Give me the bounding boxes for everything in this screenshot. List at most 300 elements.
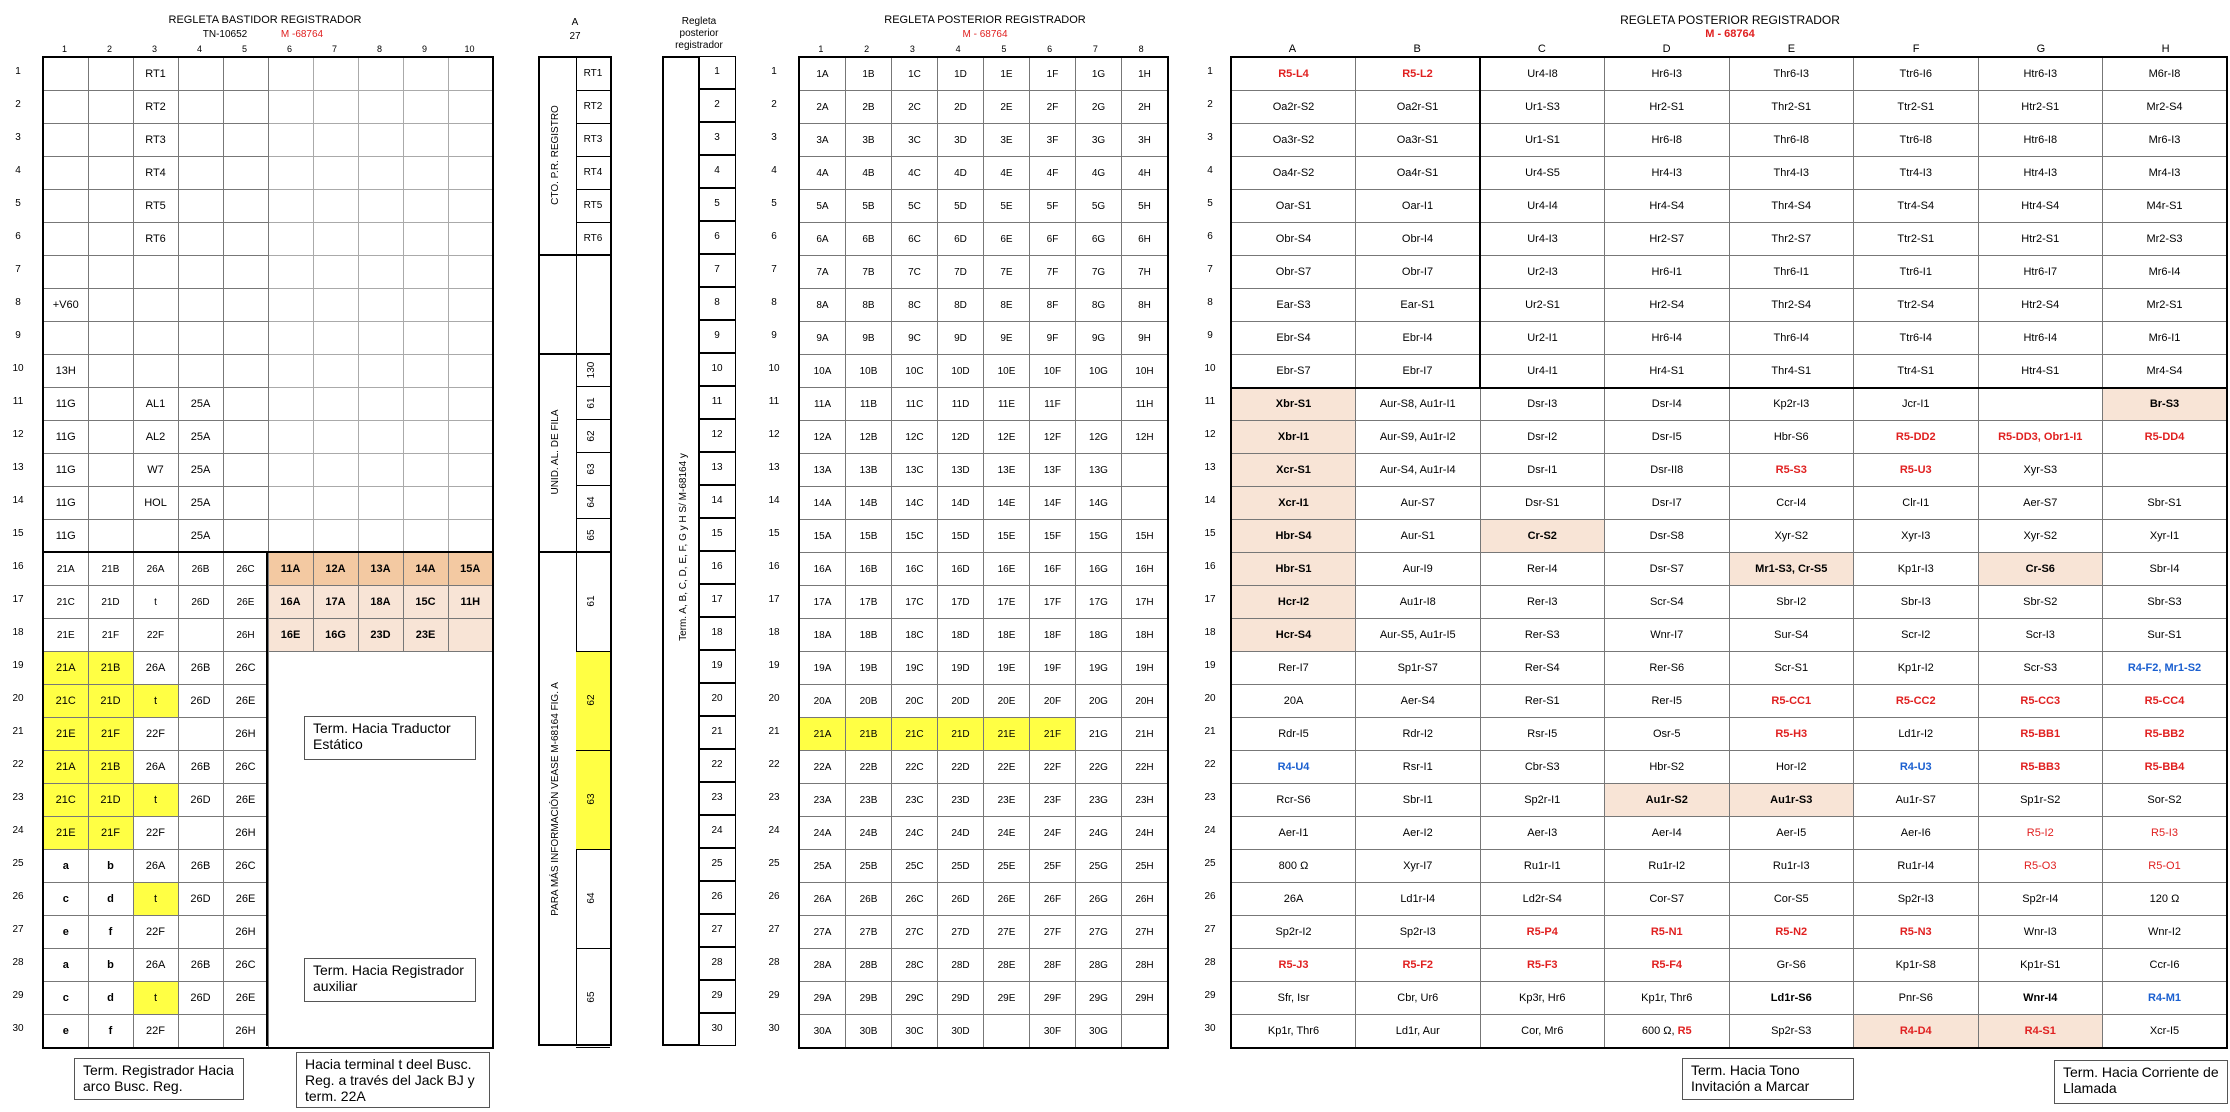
- bastidor-cell: [268, 784, 313, 817]
- row-number: 26: [12, 891, 24, 902]
- mid-cell: [1076, 388, 1122, 421]
- bastidor-cell: 21C: [43, 586, 88, 619]
- mid-cell: 19A: [799, 652, 846, 685]
- mid-cell: 13D: [938, 454, 984, 487]
- bastidor-cell: [358, 91, 403, 124]
- bastidor-cell: [178, 817, 223, 850]
- table-row: [1231, 487, 2227, 520]
- row-number: 27: [711, 924, 723, 935]
- mid-cell: 1E: [984, 57, 1030, 91]
- mid-cell: 3A: [799, 124, 846, 157]
- mid-cell: 7D: [938, 256, 984, 289]
- row-number: 23: [12, 792, 24, 803]
- row-number: 28: [1204, 957, 1216, 968]
- mid-cell: 22D: [938, 751, 984, 784]
- right-m: M - 68764: [1705, 28, 1755, 40]
- note-traductor: Term. Hacia Traductor Estático: [304, 716, 476, 760]
- bastidor-cell: 26E: [223, 784, 268, 817]
- mid-cell: 5D: [938, 190, 984, 223]
- row-number: 24: [12, 825, 24, 836]
- row-separator: [42, 551, 494, 553]
- mid-cell: 17D: [938, 586, 984, 619]
- right-cell: Htr6-I3: [1978, 57, 2103, 91]
- row-number: 4: [15, 165, 21, 176]
- mid-cell: 26C: [892, 883, 938, 916]
- mid-cell: 4D: [938, 157, 984, 190]
- mid-cell: 21E: [984, 718, 1030, 751]
- right-cell: Hr2-S4: [1605, 289, 1730, 322]
- column-number: D: [1662, 43, 1671, 55]
- bastidor-cell: [88, 421, 133, 454]
- mid-cell: 2C: [892, 91, 938, 124]
- table-row: [43, 454, 493, 487]
- bastidor-cell: 26D: [178, 784, 223, 817]
- right-table: [1230, 56, 2228, 1049]
- bastidor-cell: [268, 883, 313, 916]
- right-cell: R5-N1: [1605, 916, 1730, 949]
- mid-cell: 10F: [1030, 355, 1076, 388]
- right-cell: Ttr6-I4: [1854, 322, 1979, 355]
- row-number: 12: [768, 429, 780, 440]
- bastidor-cell: 26E: [223, 982, 268, 1015]
- bastidor-cell: [223, 57, 268, 91]
- mid-cell: 16C: [892, 553, 938, 586]
- mid-cell: 10A: [799, 355, 846, 388]
- bastidor-cell: [448, 421, 493, 454]
- row-number: 21: [768, 726, 780, 737]
- bastidor-cell: t: [133, 784, 178, 817]
- mid-cell: 13E: [984, 454, 1030, 487]
- mid-cell: 14G: [1076, 487, 1122, 520]
- bastidor-cell: [223, 421, 268, 454]
- right-cell: Sp2r-I3: [1854, 883, 1979, 916]
- right-cell: Kp3r, Hr6: [1480, 982, 1605, 1015]
- table-row: [1231, 586, 2227, 619]
- table-row: [1231, 751, 2227, 784]
- post-term-box: [698, 287, 736, 320]
- bastidor-cell: [43, 322, 88, 355]
- right-cell: Kp1r, Thr6: [1231, 1015, 1356, 1049]
- mid-cell: 22A: [799, 751, 846, 784]
- right-cell: Xbr-I1: [1231, 421, 1356, 454]
- mid-cell: 26E: [984, 883, 1030, 916]
- bastidor-cell: 16E: [268, 619, 313, 652]
- mid-cell: 18A: [799, 619, 846, 652]
- bastidor-cell: [358, 157, 403, 190]
- right-cell: Sur-S1: [2103, 619, 2228, 652]
- bastidor-cell: [223, 256, 268, 289]
- bastidor-cell: 21D: [88, 586, 133, 619]
- mid-cell: 3D: [938, 124, 984, 157]
- row-number: 24: [1204, 825, 1216, 836]
- right-cell: Rcr-S6: [1231, 784, 1356, 817]
- bastidor-cell: [268, 520, 313, 553]
- bastidor-cell: [88, 157, 133, 190]
- mid-cell: 23C: [892, 784, 938, 817]
- right-cell: Wnr-I2: [2103, 916, 2228, 949]
- right-cell: Kp2r-I3: [1729, 388, 1854, 421]
- right-cell: Htr6-I7: [1978, 256, 2103, 289]
- mid-cell: 29B: [846, 982, 892, 1015]
- mid-cell: 20E: [984, 685, 1030, 718]
- cto-label: CTO. P.R. REGISTRO: [550, 105, 561, 205]
- table-row: [43, 1015, 493, 1049]
- row-number: 2: [714, 99, 720, 110]
- table-row: [799, 124, 1168, 157]
- mid-cell: 27H: [1122, 916, 1169, 949]
- bastidor-cell: [88, 91, 133, 124]
- right-cell: [2103, 454, 2228, 487]
- table-row: [799, 355, 1168, 388]
- bastidor-cell: [133, 256, 178, 289]
- unid-value: 63: [586, 463, 597, 475]
- mid-cell: 8F: [1030, 289, 1076, 322]
- bastidor-cell: [268, 916, 313, 949]
- bastidor-cell: [403, 157, 448, 190]
- right-cell: R5-I3: [2103, 817, 2228, 850]
- right-cell: Clr-I1: [1854, 487, 1979, 520]
- column-number: 8: [1138, 44, 1144, 54]
- mid-cell: 25A: [799, 850, 846, 883]
- right-cell: Jcr-I1: [1854, 388, 1979, 421]
- right-cell: Oar-I1: [1356, 190, 1481, 223]
- right-cell: Rer-I4: [1480, 553, 1605, 586]
- mid-cell: 21C: [892, 718, 938, 751]
- right-cell: Dsr-I4: [1605, 388, 1730, 421]
- bastidor-cell: [403, 784, 448, 817]
- mid-cell: 15C: [892, 520, 938, 553]
- mid-cell: 11B: [846, 388, 892, 421]
- bastidor-cell: [268, 223, 313, 256]
- bastidor-cell: 21A: [43, 553, 88, 586]
- row-number: 28: [768, 957, 780, 968]
- mid-cell: 24H: [1122, 817, 1169, 850]
- right-cell: Mr2-S1: [2103, 289, 2228, 322]
- table-row: [799, 190, 1168, 223]
- right-cell: R5-CC4: [2103, 685, 2228, 718]
- mid-cell: 25E: [984, 850, 1030, 883]
- right-cell: Dsr-S8: [1605, 520, 1730, 553]
- table-row: [43, 157, 493, 190]
- table-row: [1231, 652, 2227, 685]
- bastidor-cell: [313, 322, 358, 355]
- column-number: 3: [151, 44, 157, 54]
- bastidor-cell: [448, 190, 493, 223]
- bastidor-cell: [313, 388, 358, 421]
- bastidor-cell: 21E: [43, 619, 88, 652]
- bastidor-cell: [133, 289, 178, 322]
- right-cell: Sbr-I2: [1729, 586, 1854, 619]
- right-cell: Hr6-I3: [1605, 57, 1730, 91]
- mid-cell: 25B: [846, 850, 892, 883]
- table-row: [43, 619, 493, 652]
- right-cell: 26A: [1231, 883, 1356, 916]
- row-number: 20: [768, 693, 780, 704]
- bastidor-cell: 22F: [133, 1015, 178, 1049]
- mid-cell: 19E: [984, 652, 1030, 685]
- bastidor-cell: [268, 850, 313, 883]
- mid-cell: 10H: [1122, 355, 1169, 388]
- right-cell: Ttr6-I8: [1854, 124, 1979, 157]
- bastidor-cell: [268, 1015, 313, 1049]
- bastidor-cell: [178, 223, 223, 256]
- table-row: [799, 421, 1168, 454]
- table-row: [1231, 817, 2227, 850]
- mid-cell: 21H: [1122, 718, 1169, 751]
- bastidor-cell: 17A: [313, 586, 358, 619]
- column-number: E: [1787, 43, 1796, 55]
- row-number: 9: [15, 330, 21, 341]
- bastidor-cell: [448, 124, 493, 157]
- table-row: [1231, 685, 2227, 718]
- table-row: [1231, 388, 2227, 421]
- bastidor-cell: [403, 256, 448, 289]
- bastidor-cell: [403, 487, 448, 520]
- bastidor-cell: [448, 619, 493, 652]
- mid-cell: 25C: [892, 850, 938, 883]
- row-number: 30: [711, 1023, 723, 1034]
- right-cell: Xcr-I1: [1231, 487, 1356, 520]
- table-row: [1231, 949, 2227, 982]
- row-number: 27: [768, 924, 780, 935]
- right-cell: Ru1r-I3: [1729, 850, 1854, 883]
- right-cell: Thr4-S1: [1729, 355, 1854, 388]
- mid-cell: 9B: [846, 322, 892, 355]
- mid-cell: 30G: [1076, 1015, 1122, 1049]
- bastidor-cell: 21C: [43, 784, 88, 817]
- bastidor-cell: f: [88, 916, 133, 949]
- right-cell: R5-P4: [1480, 916, 1605, 949]
- mid-cell: 26F: [1030, 883, 1076, 916]
- right-cell: Rer-I5: [1605, 685, 1730, 718]
- bastidor-cell: 26H: [223, 619, 268, 652]
- bastidor-cell: [313, 355, 358, 388]
- right-cell: Sbr-S1: [2103, 487, 2228, 520]
- right-cell: Aer-I5: [1729, 817, 1854, 850]
- post-term-box: [698, 1013, 736, 1046]
- mid-cell: 13A: [799, 454, 846, 487]
- bastidor-cell: [178, 916, 223, 949]
- mid-cell: 12F: [1030, 421, 1076, 454]
- right-cell: Ur4-I3: [1480, 223, 1605, 256]
- row-number: 26: [768, 891, 780, 902]
- bastidor-cell: 25A: [178, 520, 223, 553]
- column-number: 10: [464, 44, 475, 54]
- post-term-box: [698, 782, 736, 815]
- mid-cell: 30F: [1030, 1015, 1076, 1049]
- right-cell: R5-DD4: [2103, 421, 2228, 454]
- right-cell: Rer-S1: [1480, 685, 1605, 718]
- info-value: 64: [586, 891, 597, 904]
- mid-cell: 24D: [938, 817, 984, 850]
- row-number: 19: [1204, 660, 1216, 671]
- bastidor-cell: [313, 190, 358, 223]
- right-cell: Aur-I9: [1356, 553, 1481, 586]
- mid-cell: 4F: [1030, 157, 1076, 190]
- right-cell: Au1r-S3: [1729, 784, 1854, 817]
- mid-cell: 6A: [799, 223, 846, 256]
- bastidor-m: M -68764: [280, 29, 324, 40]
- right-cell: R5-N3: [1854, 916, 1979, 949]
- bastidor-cell: [313, 157, 358, 190]
- mid-cell: 13B: [846, 454, 892, 487]
- right-cell: R4-D4: [1854, 1015, 1979, 1049]
- right-cell: Rdr-I2: [1356, 718, 1481, 751]
- bastidor-cell: [358, 817, 403, 850]
- unid-divider: [576, 452, 610, 453]
- row-number: 20: [1204, 693, 1216, 704]
- table-row: [43, 520, 493, 553]
- right-cell: R5-F3: [1480, 949, 1605, 982]
- mid-cell: 12B: [846, 421, 892, 454]
- row-number: 6: [15, 231, 21, 242]
- right-cell: R4-U4: [1231, 751, 1356, 784]
- mid-cell: 15F: [1030, 520, 1076, 553]
- mid-cell: 5G: [1076, 190, 1122, 223]
- mid-cell: 29G: [1076, 982, 1122, 1015]
- column-number: 3: [909, 44, 915, 54]
- row-number: 7: [1207, 264, 1213, 275]
- bastidor-cell: [178, 322, 223, 355]
- mid-cell: 2F: [1030, 91, 1076, 124]
- right-cell: R5-N2: [1729, 916, 1854, 949]
- row-number: 5: [771, 198, 777, 209]
- bastidor-cell: [403, 916, 448, 949]
- bastidor-cell: 22F: [133, 916, 178, 949]
- bastidor-cell: [403, 421, 448, 454]
- right-cell: Aur-S8, Au1r-I1: [1356, 388, 1481, 421]
- mid-cell: 13G: [1076, 454, 1122, 487]
- right-cell: Kp1r-S8: [1854, 949, 1979, 982]
- mid-cell: 10C: [892, 355, 938, 388]
- bastidor-cell: [88, 388, 133, 421]
- bastidor-cell: 21F: [88, 817, 133, 850]
- table-row: [43, 91, 493, 124]
- right-cell: R4-F2, Mr1-S2: [2103, 652, 2228, 685]
- mid-cell: 26G: [1076, 883, 1122, 916]
- bastidor-cell: d: [88, 883, 133, 916]
- bastidor-cell: [448, 355, 493, 388]
- right-cell: Ur1-S1: [1480, 124, 1605, 157]
- right-cell: Hr6-I1: [1605, 256, 1730, 289]
- right-cell: Xyr-S3: [1978, 454, 2103, 487]
- mid-cell: 1H: [1122, 57, 1169, 91]
- mid-cell: 1D: [938, 57, 984, 91]
- right-cell: Wnr-I7: [1605, 619, 1730, 652]
- table-row: [799, 619, 1168, 652]
- post-term-box: [698, 815, 736, 848]
- right-cell: Sbr-I1: [1356, 784, 1481, 817]
- rt-cell: RT6: [576, 223, 610, 256]
- right-cell: Ccr-I6: [2103, 949, 2228, 982]
- mid-cell: 3E: [984, 124, 1030, 157]
- table-row: [799, 256, 1168, 289]
- bastidor-cell: [448, 850, 493, 883]
- table-row: [1231, 355, 2227, 388]
- row-number: 11: [768, 396, 780, 407]
- right-cell: Hbr-S6: [1729, 421, 1854, 454]
- bastidor-cell: [358, 850, 403, 883]
- table-row: [799, 883, 1168, 916]
- row-number: 1: [1207, 66, 1213, 77]
- table-row: [1231, 223, 2227, 256]
- mid-cell: 26B: [846, 883, 892, 916]
- right-cell: Ru1r-I1: [1480, 850, 1605, 883]
- row-number: 30: [12, 1023, 24, 1034]
- bastidor-cell: f: [88, 1015, 133, 1049]
- row-number: 15: [1204, 528, 1216, 539]
- row-number: 21: [1204, 726, 1216, 737]
- bastidor-cell: [268, 256, 313, 289]
- right-cell: R5-DD3, Obr1-I1: [1978, 421, 2103, 454]
- mid-cell: 11A: [799, 388, 846, 421]
- right-cell: Oa3r-S2: [1231, 124, 1356, 157]
- column-number: 7: [1092, 44, 1098, 54]
- mid-cell: 6B: [846, 223, 892, 256]
- right-cell: Dsr-S1: [1480, 487, 1605, 520]
- row-number: 2: [771, 99, 777, 110]
- right-cell: Ur4-I4: [1480, 190, 1605, 223]
- bastidor-cell: [223, 91, 268, 124]
- table-row: [799, 487, 1168, 520]
- bastidor-cell: 26B: [178, 949, 223, 982]
- bastidor-cell: [268, 355, 313, 388]
- bastidor-cell: [313, 487, 358, 520]
- mid-cell: 1F: [1030, 57, 1076, 91]
- mid-cell: 8B: [846, 289, 892, 322]
- mid-cell: 11E: [984, 388, 1030, 421]
- right-cell: Aer-I1: [1231, 817, 1356, 850]
- bastidor-cell: [358, 124, 403, 157]
- mid-cell: 17G: [1076, 586, 1122, 619]
- right-cell: Ebr-S7: [1231, 355, 1356, 388]
- mid-cell: 11F: [1030, 388, 1076, 421]
- right-cell: Htr2-S1: [1978, 223, 2103, 256]
- mid-cell: 5C: [892, 190, 938, 223]
- column-number: 2: [864, 44, 870, 54]
- right-cell: Ttr6-I6: [1854, 57, 1979, 91]
- mid-cell: 12H: [1122, 421, 1169, 454]
- post-term-box: [698, 122, 736, 155]
- mid-cell: 11D: [938, 388, 984, 421]
- bastidor-cell: 26E: [223, 586, 268, 619]
- bastidor-cell: [268, 388, 313, 421]
- right-cell: Htr4-I3: [1978, 157, 2103, 190]
- row-number: 16: [1204, 561, 1216, 572]
- mid-cell: 12E: [984, 421, 1030, 454]
- mid-cell: 15D: [938, 520, 984, 553]
- bastidor-cell: [88, 520, 133, 553]
- rt-cell: RT5: [576, 190, 610, 223]
- row-number: 9: [771, 330, 777, 341]
- row-number: 16: [711, 561, 723, 572]
- table-row: [799, 718, 1168, 751]
- right-cell: Scr-S4: [1605, 586, 1730, 619]
- table-row: [799, 553, 1168, 586]
- table-row: [799, 322, 1168, 355]
- bastidor-cell: [358, 916, 403, 949]
- table-row: [43, 355, 493, 388]
- right-cell: Dsr-I7: [1605, 487, 1730, 520]
- bastidor-cell: 26H: [223, 916, 268, 949]
- row-number: 10: [711, 363, 723, 374]
- mid-cell: 24E: [984, 817, 1030, 850]
- right-cell: Aer-I3: [1480, 817, 1605, 850]
- right-cell: Ttr6-I1: [1854, 256, 1979, 289]
- column-number: 4: [955, 44, 961, 54]
- mid-cell: 22G: [1076, 751, 1122, 784]
- right-cell: Hr2-S1: [1605, 91, 1730, 124]
